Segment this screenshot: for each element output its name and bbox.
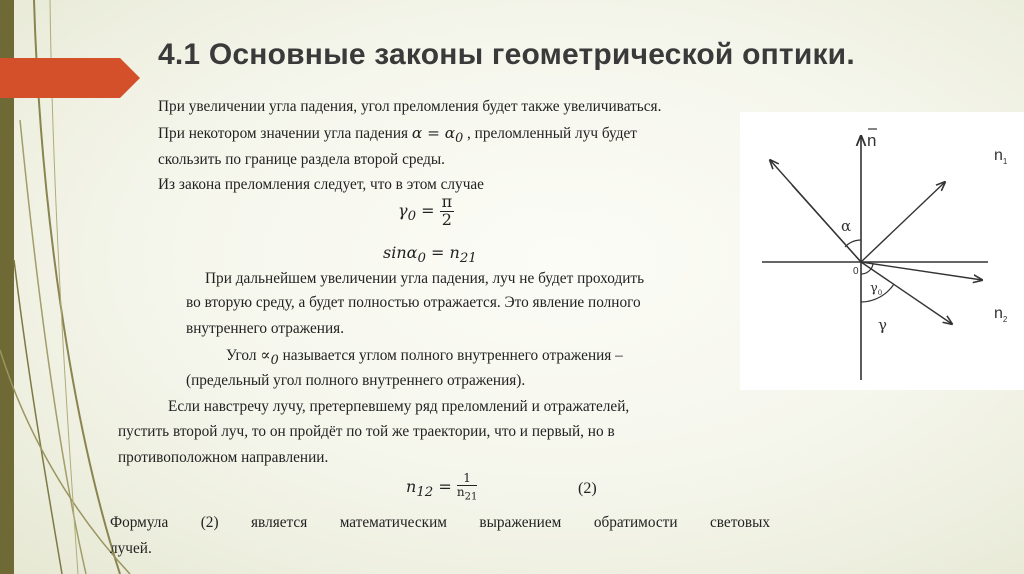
gamma-symbol: γ — [398, 200, 408, 220]
formula-tag: (2) — [578, 480, 597, 497]
paragraph-11: пустить второй луч, то он пройдёт по той же траектории, что и первый, но в — [118, 423, 615, 440]
proportional-sub: 0 — [270, 353, 279, 369]
formula-sin — [383, 243, 477, 266]
n12-equals: = — [433, 476, 457, 496]
formula-gamma0 — [398, 194, 454, 229]
reflected-ray — [861, 182, 945, 262]
paragraph-2 — [158, 124, 637, 146]
n12-symbol: n — [406, 476, 417, 496]
paragraph-2-end: , преломленный луч будет — [463, 125, 637, 142]
gamma-equals: = — [416, 200, 440, 220]
pi-over-two — [440, 194, 455, 229]
n12-sub: 12 — [416, 484, 434, 500]
grazing-ray — [861, 262, 982, 280]
paragraph-8 — [226, 346, 623, 368]
formula-n12 — [406, 472, 477, 502]
alpha-equals: α = α — [411, 124, 456, 142]
one-over-n21 — [457, 472, 477, 502]
one-numerator: 1 — [457, 472, 477, 486]
paragraph-5: При дальнейшем увеличении угла падения, луч не будет проходить — [205, 270, 645, 287]
n21-sub: 21 — [459, 251, 477, 267]
origin-label: 0 — [853, 266, 859, 277]
paragraph-12: противоположном направлении. — [118, 449, 329, 466]
n21-denominator — [457, 486, 477, 503]
paragraph-14: лучей. — [110, 540, 152, 557]
paragraph-4: Из закона преломления следует, что в этом случае — [158, 176, 484, 193]
slide-title: 4.1 Основные законы геометрической оптики. — [158, 38, 855, 71]
title-arrow — [0, 58, 140, 98]
paragraph-10: Если навстречу лучу, претерпевшему ряд преломлений и отражателей, — [168, 398, 630, 415]
n21-den-n: n — [456, 484, 465, 499]
gamma-sub: 0 — [407, 208, 417, 224]
paragraph-8-start: Угол — [226, 347, 261, 364]
refraction-diagram — [740, 112, 1024, 390]
normal-label: n — [867, 131, 877, 150]
n21-den-sub: 21 — [464, 490, 478, 502]
left-curve-3 — [14, 260, 62, 574]
alpha-sub: 0 — [455, 131, 464, 147]
paragraph-3: скользить по границе раздела второй среды. — [158, 151, 445, 168]
paragraph-6: во вторую среду, а будет полностью отражается. Это явление полного — [186, 294, 641, 311]
paragraph-9: (предельный угол полного внутреннего отражения). — [186, 372, 526, 389]
sin-equals-n: = n — [425, 243, 460, 262]
paragraph-13: Формула (2) является математическим выражением обратимости световых — [110, 514, 770, 531]
sin-alpha: sinα — [383, 243, 418, 262]
paragraph-7: внутреннего отражения. — [186, 320, 345, 337]
n1-label: $n_1$ — [994, 147, 1008, 166]
two-denominator: 2 — [441, 209, 452, 229]
n2-label: $n_2$ — [994, 305, 1008, 324]
gamma-label: γ — [878, 316, 887, 334]
paragraph-2-start: При некотором значении угла падения — [158, 125, 412, 142]
sin-alpha-sub: 0 — [417, 251, 426, 267]
pi-numerator: π — [441, 192, 453, 211]
paragraph-8-end: называется углом полного внутреннего отражения – — [278, 347, 623, 364]
proportional-symbol: ∝ — [260, 346, 271, 364]
alpha-label: α — [841, 217, 852, 235]
gamma0-label: $\gamma_0$ — [870, 281, 883, 297]
paragraph-1: При увеличении угла падения, угол преломления будет также увеличиваться. — [158, 98, 662, 115]
